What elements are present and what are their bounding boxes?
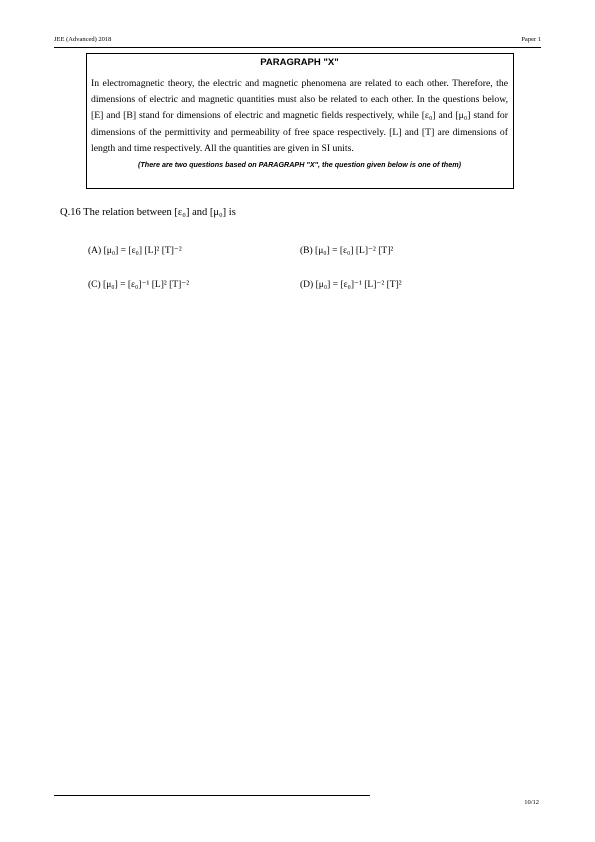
question-line: [60, 207, 236, 218]
option-d: (D) [μ₀] = [ε₀]⁻¹ [L]⁻² [T]²: [300, 280, 402, 290]
paragraph-text: In electromagnetic theory, the electric and magnetic phenomena are related to each other. Therefore, the dimensions of electric and magnetic quantities must also be related to each other. In the questions below, [E] and [B] stand for dimensions of electric and magnetic fields respectively, while [ε₀] and [μ₀] stand for dimensions of the permittivity and permeability of free space respectively. [L] and [T] are dimensions of length and time respectively. All the quantities are given in SI units.: [91, 78, 508, 154]
page-header-left: JEE (Advanced) 2018: [54, 36, 112, 43]
option-c: (C) [μ₀] = [ε₀]⁻¹ [L]² [T]⁻²: [88, 280, 190, 290]
footer-rule: [54, 795, 370, 796]
paragraph-note: (There are two questions based on PARAGRAPH "X", the question given below is one of them): [138, 160, 461, 170]
paragraph-title: PARAGRAPH "X": [260, 57, 339, 68]
header-rule: [54, 47, 541, 48]
question-text: The relation between [ε₀] and [μ₀] is: [83, 207, 236, 218]
option-a: (A) [μ₀] = [ε₀] [L]² [T]⁻²: [88, 246, 182, 256]
paragraph-box: [86, 53, 514, 189]
page-header-right: Paper 1: [521, 36, 541, 43]
question-number: Q.16: [60, 207, 81, 218]
page-number: 10/12: [524, 799, 539, 806]
option-b: (B) [μ₀] = [ε₀] [L]⁻² [T]²: [300, 246, 394, 256]
